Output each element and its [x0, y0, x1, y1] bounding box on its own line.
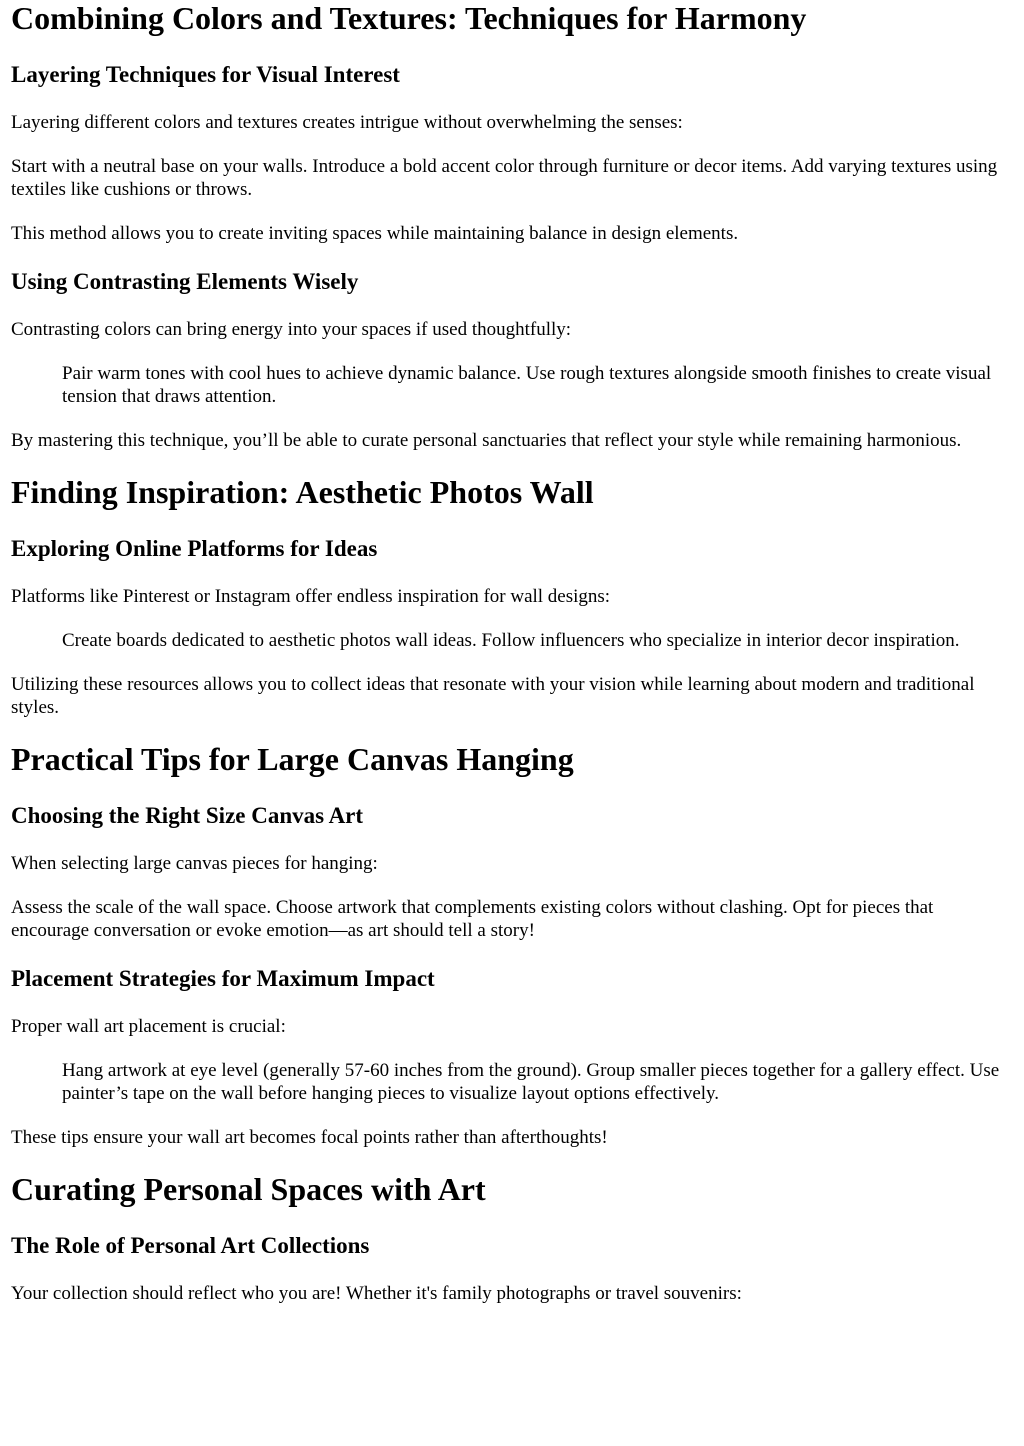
- section-heading: Practical Tips for Large Canvas Hanging: [11, 741, 574, 777]
- outro-paragraph: Utilizing these resources allows you to collect ideas that resonate with your vision while learning about modern and traditional styles.: [11, 674, 975, 718]
- outro-paragraph: By mastering this technique, you’ll be able to curate personal sanctuaries that reflect your style while remaining harmonious.: [11, 430, 962, 451]
- subsection-heading: Choosing the Right Size Canvas Art: [11, 803, 364, 828]
- intro-paragraph: Layering different colors and textures creates intrigue without overwhelming the senses:: [11, 112, 683, 133]
- section-heading: Combining Colors and Textures: Techniques for Harmony: [11, 0, 807, 36]
- section-heading: Finding Inspiration: Aesthetic Photos Wall: [11, 474, 594, 510]
- list-paragraph: Assess the scale of the wall space. Choose artwork that complements existing colors without clashing. Opt for pieces that encourage conversation or evoke emotion—as art should tell a story!: [11, 897, 934, 941]
- section-heading: Curating Personal Spaces with Art: [11, 1171, 486, 1207]
- intro-paragraph: Platforms like Pinterest or Instagram offer endless inspiration for wall designs:: [11, 586, 611, 607]
- outro-paragraph: These tips ensure your wall art becomes focal points rather than afterthoughts!: [11, 1127, 608, 1148]
- intro-paragraph: Proper wall art placement is crucial:: [11, 1016, 286, 1037]
- subsection-heading: Using Contrasting Elements Wisely: [11, 269, 359, 294]
- intro-paragraph: When selecting large canvas pieces for hanging:: [11, 853, 378, 874]
- indented-list-paragraph: Hang artwork at eye level (generally 57-60 inches from the ground). Group smaller pieces together for a gallery effect. Use painter’s tape on the wall before hanging pieces to visualize layout options effectively.: [62, 1060, 1000, 1104]
- subsection-heading: Placement Strategies for Maximum Impact: [11, 966, 435, 991]
- indented-list-paragraph: Create boards dedicated to aesthetic photos wall ideas. Follow influencers who specialize in interior decor inspiration.: [62, 630, 960, 651]
- indented-list-paragraph: Pair warm tones with cool hues to achieve dynamic balance. Use rough textures alongside smooth finishes to create visual tension that draws attention.: [62, 363, 992, 407]
- subsection-heading: The Role of Personal Art Collections: [11, 1233, 370, 1258]
- outro-paragraph: This method allows you to create inviting spaces while maintaining balance in design elements.: [11, 223, 739, 244]
- intro-paragraph: Contrasting colors can bring energy into your spaces if used thoughtfully:: [11, 319, 572, 340]
- subsection-heading: Layering Techniques for Visual Interest: [11, 62, 400, 87]
- list-paragraph: Start with a neutral base on your walls. Introduce a bold accent color through furniture or decor items. Add varying textures using textiles like cushions or throws.: [11, 156, 998, 200]
- intro-paragraph: Your collection should reflect who you are! Whether it's family photographs or travel souvenirs:: [11, 1283, 742, 1304]
- subsection-heading: Exploring Online Platforms for Ideas: [11, 536, 378, 561]
